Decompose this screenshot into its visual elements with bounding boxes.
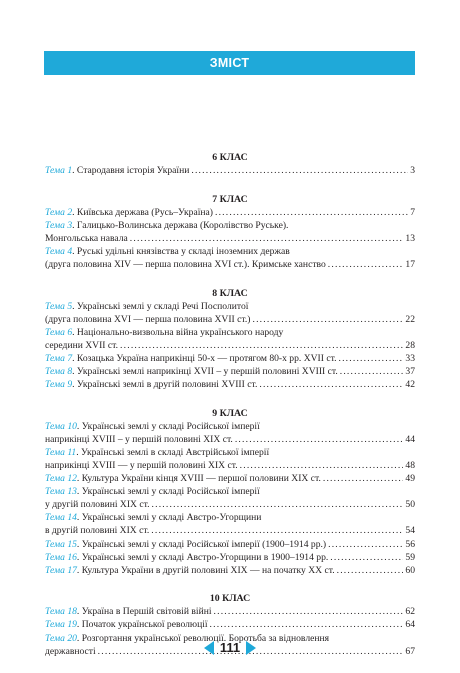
dot-leader: [328, 538, 403, 551]
page-ref: 59: [405, 551, 415, 563]
topic-title: . Національно-визвольна війна українського народу: [72, 326, 284, 338]
toc-line: [45, 446, 415, 459]
dot-leader: [252, 313, 403, 326]
dot-leader: [240, 459, 404, 472]
grade-heading: 9 КЛАС: [212, 407, 248, 419]
toc-line: [45, 498, 415, 511]
toc-line: [45, 326, 415, 339]
grade-heading: 7 КЛАС: [212, 193, 248, 205]
topic-title: . Українські землі у складі Австро-Угорщини в 1900–1914 рр.: [76, 551, 329, 563]
toc-line: [45, 339, 415, 352]
page-ref: 28: [405, 339, 415, 351]
section-gap: [45, 177, 415, 193]
page-ref: 7: [410, 206, 415, 218]
grade-heading: 8 КЛАС: [212, 287, 248, 299]
page-ref: 64: [405, 619, 415, 631]
toc-line: [45, 524, 415, 537]
topic-label: Тема 4: [45, 245, 73, 257]
toc-line: [45, 605, 415, 618]
dot-leader: [337, 564, 404, 577]
page-ref: 67: [405, 645, 415, 657]
toc-line: [45, 378, 415, 391]
topic-label: Тема 20: [45, 632, 77, 644]
topic-label: Тема 2: [45, 206, 73, 218]
dot-leader: [120, 339, 403, 352]
topic-label: Тема 10: [45, 420, 77, 432]
toc-line: [45, 232, 415, 245]
topic-label: Тема 3: [45, 219, 73, 231]
toc-line: [45, 459, 415, 472]
topic-title: . Руські удільні князівства у складі іноземних держав: [72, 245, 290, 257]
dot-leader: [191, 164, 408, 177]
toc-line: [45, 219, 415, 232]
dot-leader: [151, 524, 403, 537]
page-ref: 49: [405, 473, 415, 485]
topic-label: Тема 5: [45, 300, 73, 312]
topic-title: . Стародавня історія України: [72, 165, 190, 176]
page-ref: 42: [405, 379, 415, 391]
topic-title: . Культура України в другій половині XIX — на початку XX ст.: [76, 564, 335, 576]
topic-title: . Українські землі у складі Російської імперії: [76, 486, 260, 498]
topic-label: Тема 12: [45, 473, 77, 485]
toc-line: [45, 352, 415, 365]
topic-title: . Українські землі у складі Австро-Угорщини: [76, 512, 262, 524]
page-ref: 22: [405, 313, 415, 325]
dot-leader: [215, 206, 408, 219]
toc-line: [45, 472, 415, 485]
topic-title: . Розгортання української революції. Боротьба за відновлення: [76, 632, 330, 644]
dot-leader: [338, 352, 403, 365]
topic-title: Монгольська навала: [45, 232, 128, 244]
page-ref: 44: [405, 433, 415, 445]
page-ref: 60: [405, 564, 415, 576]
dot-leader: [328, 258, 404, 271]
toc-line: [45, 433, 415, 446]
topic-label: Тема 15: [45, 538, 77, 550]
topic-label: Тема 8: [45, 366, 73, 378]
page-ref: 3: [410, 165, 415, 176]
page-ref: 17: [405, 258, 415, 270]
topic-title: . Київська держава (Русь–Україна): [72, 206, 213, 218]
page-footer: [0, 640, 460, 655]
toc-line: [45, 365, 415, 378]
toc-line: [45, 164, 415, 177]
topic-title: наприкінці XVIII – у першій половині XIX ст.: [45, 433, 233, 445]
topic-title: (друга половина XIV — перша половина XVI ст.). Кримське ханство: [45, 258, 326, 270]
page-ref: 48: [405, 460, 415, 471]
topic-title: . Козацька Україна наприкінці 50-х — протягом 80-х рр. XVII ст.: [72, 352, 337, 364]
topic-title: державності: [45, 645, 96, 657]
topic-title: . Галицько-Волинська держава (Королівство Руське).: [72, 219, 289, 231]
dot-leader: [323, 472, 404, 485]
topic-title: . Початок української революції: [76, 619, 208, 631]
dot-leader: [259, 378, 403, 391]
dot-leader: [214, 605, 404, 618]
topic-label: Тема 11: [45, 446, 77, 458]
topic-label: Тема 13: [45, 486, 77, 498]
toc-line: [45, 485, 415, 498]
topic-title: середини XVII ст.: [45, 339, 119, 351]
topic-label: Тема 7: [45, 352, 73, 364]
topic-title: наприкінці XVIII — у першій половині XIX ст.: [45, 460, 238, 471]
page-ref: 13: [405, 232, 415, 244]
topic-title: . Українські землі у складі Речі Посполитої: [72, 300, 249, 312]
topic-title: . Українські землі в другій половині XVIII ст.: [72, 379, 258, 391]
dot-leader: [152, 498, 404, 511]
topic-title: . Українські землі у складі Російської імперії (1900–1914 рр.): [76, 538, 327, 550]
page-ref: 37: [405, 366, 415, 378]
toc-line: [45, 245, 415, 258]
page-ref: 50: [405, 499, 415, 511]
topic-label: Тема 9: [45, 379, 73, 391]
page-number: 111: [219, 640, 241, 655]
topic-label: Тема 17: [45, 564, 77, 576]
topic-title: . Культура України кінця XVIII — першої половини XIX ст.: [76, 473, 321, 485]
section-gap: [45, 577, 415, 593]
section-gap: [45, 271, 415, 287]
page-ref: 33: [405, 352, 415, 364]
toc-line: [45, 420, 415, 433]
toc-line: [45, 313, 415, 326]
toc-line: [45, 551, 415, 564]
topic-title: в другій половині XIX ст.: [45, 525, 150, 537]
toc-line: [45, 538, 415, 551]
topic-label: Тема 6: [45, 326, 73, 338]
topic-label: Тема 18: [45, 606, 77, 618]
topic-title: . Україна в Першій світовій війні: [76, 606, 212, 618]
dot-leader: [340, 365, 404, 378]
page-ref: 56: [405, 538, 415, 550]
table-of-contents: [45, 151, 415, 658]
toc-line: [45, 618, 415, 631]
grade-heading: 10 КЛАС: [209, 593, 251, 605]
dot-leader: [130, 232, 404, 245]
triangle-right-icon: [246, 641, 256, 655]
page-ref: 54: [405, 525, 415, 537]
dot-leader: [210, 618, 404, 631]
page-ref: 62: [405, 606, 415, 618]
toc-line: [45, 564, 415, 577]
topic-label: Тема 19: [45, 619, 77, 631]
title-banner: [44, 51, 415, 75]
dot-leader: [235, 433, 404, 446]
topic-label: Тема 1: [45, 165, 73, 176]
section-gap: [45, 391, 415, 407]
topic-title: у другій половині XIX ст.: [45, 499, 150, 511]
topic-title: (друга половина XVI — перша половина XVII ст.): [45, 313, 251, 325]
grade-heading: 6 КЛАС: [212, 152, 248, 163]
topic-title: . Українські землі у складі Російської імперії: [76, 420, 260, 432]
toc-line: [45, 511, 415, 524]
topic-title: . Українські землі в складі Австрійської імперії: [76, 446, 270, 458]
topic-title: . Українські землі наприкінці XVII – у першій половині XVIII ст.: [72, 366, 338, 378]
topic-label: Тема 14: [45, 512, 77, 524]
page-title: ЗМІСТ: [209, 56, 250, 70]
toc-line: [45, 300, 415, 313]
topic-label: Тема 16: [45, 551, 77, 563]
toc-line: [45, 206, 415, 219]
toc-line: [45, 258, 415, 271]
dot-leader: [330, 551, 403, 564]
triangle-left-icon: [204, 641, 214, 655]
